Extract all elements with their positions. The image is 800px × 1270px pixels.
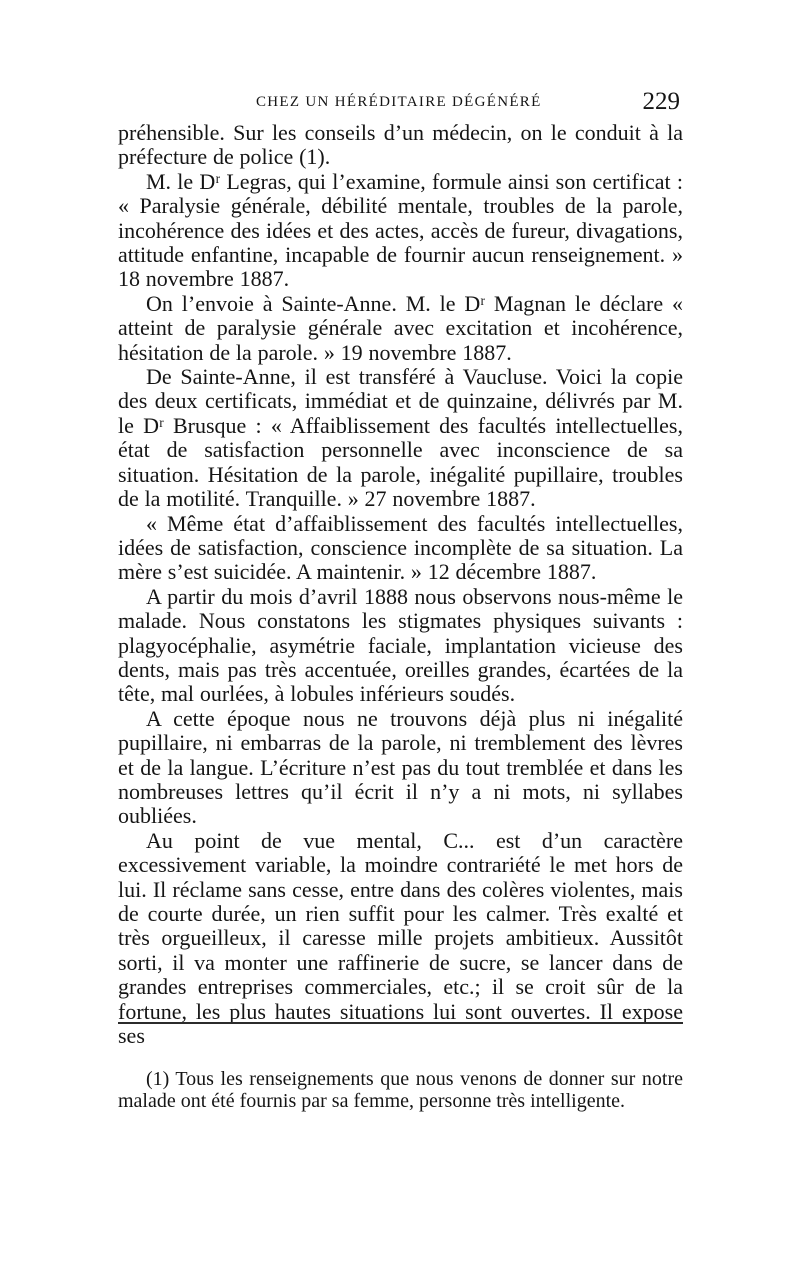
footnote-text: Tous les renseignements que nous venons de donner sur notre malade ont été fournis par sa femme, personne très intelligente. xyxy=(118,1068,683,1112)
paragraph-6: A partir du mois d’avril 1888 nous observons nous-même le malade. Nous constatons les stigmates physiques suivants : plagyocéphalie, asymétrie faciale, implantation vicieuse des dents, mais pas très accentuée, oreilles grandes, écartées de la tête, mal ourlées, à lobules inférieurs soudés. xyxy=(118,583,683,707)
paragraph-4: De Sainte-Anne, il est transféré à Vaucluse. Voici la copie des deux certificats, immédiat et de quinzaine, délivrés par M. le Dʳ Brusque : « Affaiblissement des facultés intellectuelles, état de satisfaction personnelle avec inconscience de sa situation. Hésitation de la parole, inégalité pupillaire, troubles de la motilité. Tranquille. » 27 novembre 1887. xyxy=(118,364,683,512)
paragraph-8: Au point de vue mental, C... est d’un caractère excessivement variable, la moindre contrariété le met hors de lui. Il réclame sans cesse, entre dans des colères violentes, mais de courte durée, un rien suffit pour les calmer. Très exalté et très orgueilleux, il caresse mille projets ambitieux. Aussitôt sorti, il va monter une raffinerie de sucre, se lancer dans de grandes entreprises commerciales, etc.; il se croit sûr de la fortune, les plus hautes situations lui sont ouvertes. Il expose ses xyxy=(118,827,683,1049)
page-header xyxy=(118,88,684,124)
paragraph-5: « Même état d’affaiblissement des facultés intellectuelles, idées de satisfaction, conscience incomplète de sa situation. La mère s’est suicidée. A maintenir. » 12 décembre 1887. xyxy=(118,510,683,585)
footnote-separator xyxy=(118,1022,683,1024)
footnote-marker: (1) xyxy=(146,1068,170,1090)
body-text xyxy=(118,120,683,1049)
running-title: CHEZ UN HÉRÉDITAIRE DÉGÉNÉRÉ xyxy=(256,94,542,110)
paragraph-3: On l’envoie à Sainte-Anne. M. le Dʳ Magnan le déclare « atteint de paralysie générale avec excitation et incohérence, hésitation de la parole. » 19 novembre 1887. xyxy=(118,290,683,365)
paragraph-1: préhensible. Sur les conseils d’un médecin, on le conduit à la préfecture de police (1). xyxy=(118,120,683,170)
page-number: 229 xyxy=(642,88,680,115)
paragraph-2: M. le Dʳ Legras, qui l’examine, formule ainsi son certificat : « Paralysie générale, débilité mentale, troubles de la parole, incohérence des idées et des actes, accès de fureur, divagations, attitude enfantine, incapable de fournir aucun renseignement. » 18 novembre 1887. xyxy=(118,168,683,292)
paragraph-7: A cette époque nous ne trouvons déjà plus ni inégalité pupillaire, ni embarras de la parole, ni tremblement des lèvres et de la langue. L’écriture n’est pas du tout tremblée et dans les nombreuses lettres qu’il écrit il n’y a ni mots, ni syllabes oubliées. xyxy=(118,705,683,829)
footnote xyxy=(118,1068,683,1112)
